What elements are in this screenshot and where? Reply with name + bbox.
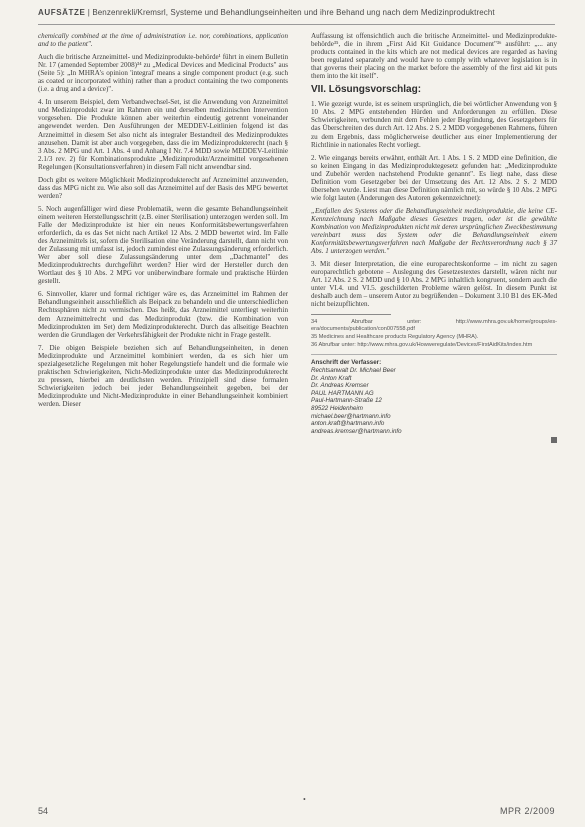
author-line: Rechtsanwalt Dr. Michael Beer: [311, 367, 396, 375]
body-paragraph: Auffassung ist offensichtlich auch die britische Arzneimittel- und Medizinprodukte-behörde³⁵, die in ihrem „First Aid Kit Guidance Document"³⁶ ausführt: „... any products contained in the kits which are not medical devices are regarded as having been regulated separately and would have to comply with whatever legislation is in that governs their placing on the market before the assembly of the first aid kit puts them into the kit itself".: [311, 32, 557, 81]
author-line: anton.kraft@hartmann.info: [311, 420, 385, 428]
left-column: [38, 32, 288, 413]
author-line: Dr. Anton Kraft: [311, 374, 352, 382]
body-paragraph: 5. Noch augenfälliger wird diese Problematik, wenn die gesamte Behandlungseinheit einem weiteren Herstellungsschritt (z.B. einer Sterilisation) unterzogen werden soll. Im Falle der Medizinprodukte ist hier ein neues Konformitätsbewertungsverfahren erforderlich, da es das Set nicht nach Artikel 12 Abs. 2 MDD bewertet wird. Im Falle des Arzneimittels ist, sofern die Sterilisation eine Veränderung darstellt, dann nicht von der Zulassung mit umfasst ist, jedoch zumindest eine Zulassungsänderung erforderlich. Wer aber soll diese Zulassungsänderung unter dem „Dachmantel" des Medizinproduktrechts durchgeführt werden? Hier wird der Hersteller durch den Wortlaut des § 10 Abs. 2 MPG vor unüberwindbare formale und praktische Hürden gestellt.: [38, 204, 288, 286]
header-rule: [38, 24, 555, 25]
author-address-box: [311, 354, 557, 435]
body-paragraph: 4. In unserem Beispiel, dem Verbandwechsel-Set, ist die Anwendung von Arzneimittel und Medizinprodukt zwar im Rahmen ein und derselben medizinischen Intervention vorgesehen. Die Produkte können aber weiterhin eindeutig getrennt voneinander angewendet werden. Den Ausführungen der MEDDEV-Leitlinien folgend ist das Arzneimittel in diesem Set also nicht als integraler Bestandteil des Medizinproduktes anzusehen. Damit ist aber auch vorgegeben, dass die im Medizinprodukterecht (nach § 3 Abs. 2 MPG und Art. 1 Abs. 4 und Anhang I Nr. 7.4 MDD sowie MEDDEV-Leitlinie 2.1/3 rev. 2) für Kombinationsprodukte „Medizinprodukt/Arzneimittel vorgesehenen Regelungen (Konsultationsverfahren) in diesem Fall nicht anwendbar sind.: [38, 98, 288, 171]
author-line: 89522 Heidenheim: [311, 405, 363, 413]
quote-paragraph: „Entfallen des Systems oder die Behandlungseinheit medizinproduktie, die keine CE-Kennzeichnung nach Maßgabe dieses Gesetzes tragen, oder ist die gewählte Kombination von Medizinprodukten nicht mit deren ursprünglichen Zweckbestimmung vereinbart muss das System oder die Behandlungseinheit einem Konformitätsbewertungsverfahren nach Maßgabe der Rechtsverordnung nach § 37 Abs. 1 unterzogen werden.": [311, 206, 557, 256]
footnote: 34 Abrufbar unter: http://www.mhra.gov.uk/home/groups/es-era/documents/publication/con007558.pdf: [311, 319, 557, 333]
body-paragraph: 3. Mit dieser Interpretation, die eine europarechtskonforme – im nicht zu sagen europarechtlich gebotene – Auslegung des Gesetzestextes darstellt, wären nicht nur Art. 12 Abs. 2 S. 2 MDD und § 10 Abs. 2 MPG inhaltlich kongruent, sondern auch die unter VI.4. und VI.5. geschilderten Probleme wären gelöst. In diesem Punkt ist deshalb auch dem – unserem Autor zu begrüßenden – Dokument 3.10 B1 des EK-Med nicht beizupflichten.: [311, 260, 557, 309]
body-paragraph: 7. Die obigen Beispiele beziehen sich auf Behandlungseinheiten, in denen Medizinprodukte und Arzneimittel kombiniert werden, da es sich hier um spezialgesetzliche Regelungen mit hoher Regelungstiefe handelt und die formale wie praktischen Schwierigkeiten, Nicht-Medizinprodukte unter das Medizinprodukterecht zu pressen, hierbei am deutlichsten werden. Prinzipiell sind diese formalen Schwierigkeiten jedoch bei jeder Behandlungseinheit gegeben, bei der Medizinprodukte und Nicht-Medizinprodukte in einer Behandlungseinheit kombiniert werden. Dieser: [38, 343, 288, 408]
footnote: 36 Abrufbar unter: http://www.mhra.gov.uk/Howweregulate/Devices/FirstAidKits/index.htm: [311, 342, 533, 349]
right-column: [311, 32, 557, 443]
end-mark-icon: [551, 437, 557, 443]
header-separator: |: [87, 8, 90, 17]
body-paragraph: 1. Wie gezeigt wurde, ist es seinem ursprünglich, die bei wörtlicher Anwendung von § 10 Abs. 2 MPG entstehenden Hürden und Anforderungen zu erfüllen. Diese Schwierigkeiten, verbunden mit dem Fehlen jeder Begründung, des Gesetzgebers für das Überschreiten des durch Art. 12 Abs. 2 S. 2 MDD vorgegebenen Rahmens, führen zu dem Ergebnis, dass möglicherweise deutlicher aus einer Implementierung der Richtlinie in nationales Recht vorliegt.: [311, 100, 557, 149]
section-heading: VII. Lösungsvorschlag:: [311, 84, 422, 96]
author-line: andreas.kremser@hartmann.info: [311, 427, 402, 435]
body-paragraph: 6. Sinnvoller, klarer und formal richtiger wäre es, das Arzneimittel im Rahmen der Behandlungseinheit ausschließlich als Beipack zu behandeln und die unterschiedlichen Rechtssphären nicht zu vermischen. Das heißt, das Arzneimittel unterliegt weiterhin dem Arzneimittelrecht und das Medizinprodukt (bzw. die Kombination von Medizinprodukten im Set) dem Medizinprodukterecht. Durch das allseitige Beachten werden die Grundlagen der Verkehrsfähigkeit der Produkte nicht in Frage gestellt.: [38, 290, 288, 339]
author-line: PAUL HARTMANN AG: [311, 389, 374, 397]
footnote: 35 Medicines and Healthcare products Regulatory Agency (MHRA).: [311, 334, 479, 341]
body-paragraph: 2. Wie eingangs bereits erwähnt, enthält Art. 1 Abs. 1 S. 2 MDD eine Definition, die so keinen Eingang in das Medizinproduktegesetz gefunden hat: „Medizinprodukte und Zubehör werden nachstehend Produkte genannt". Es liegt nahe, dass diese Definition vom Gesetzgeber bei der Umsetzung des Art. 12 Abs. 2 S. 2 MDD übersehen wurde. Liest man diese Definition nämlich mit, so würde § 10 Abs. 2 MPG wie folgt lauten (Änderungen des Autoren gekennzeichnet):: [311, 153, 557, 202]
header-title: Benzenrekli/Kremsrl, Systeme und Behandlungseinheiten und ihre Behand ung nach dem Medizinproduktrecht: [92, 8, 495, 17]
quote-paragraph: chemically combined at the time of administration i.e. nor, combinations, application and to the patient".: [38, 32, 288, 49]
author-heading: Anschrift der Verfasser:: [311, 359, 382, 367]
journal-issue: MPR 2/2009: [499, 806, 555, 816]
author-line: michael.beer@hartmann.info: [311, 412, 391, 420]
header-category: AUFSÄTZE: [38, 8, 86, 17]
body-paragraph: Auch die britische Arzneimittel- und Medizinprodukte-behörde¹ führt in einem Bulletin Nr. 17 (amended September 2008)³⁴ zu „Medical Devices and Medicinal Products" aus (Seite 5): „In MHRA's opinion 'integral' means a single component product (e.g. such as coated or incorporated within) rather than a product containing the two components (i.e. a drug and a device)".: [38, 53, 288, 94]
author-lines: [311, 367, 557, 435]
author-line: Dr. Andreas Kremser: [311, 382, 369, 390]
page-dot: •: [303, 795, 306, 804]
body-paragraph: Doch gibt es weitere Möglichkeit Medizinprodukterecht auf Arzneimittel anzuwenden, dass das MPG nicht zu. Wie also soll das Arzneimittel auf der Basis des MPG bewertet werden?: [38, 175, 288, 200]
author-line: Paul-Hartmann-Straße 12: [311, 397, 382, 405]
right-column-body: [311, 32, 557, 308]
page-footer: [38, 806, 555, 820]
page-number: 54: [38, 806, 49, 816]
footnotes: [311, 319, 557, 349]
footnote-rule: [311, 314, 391, 315]
